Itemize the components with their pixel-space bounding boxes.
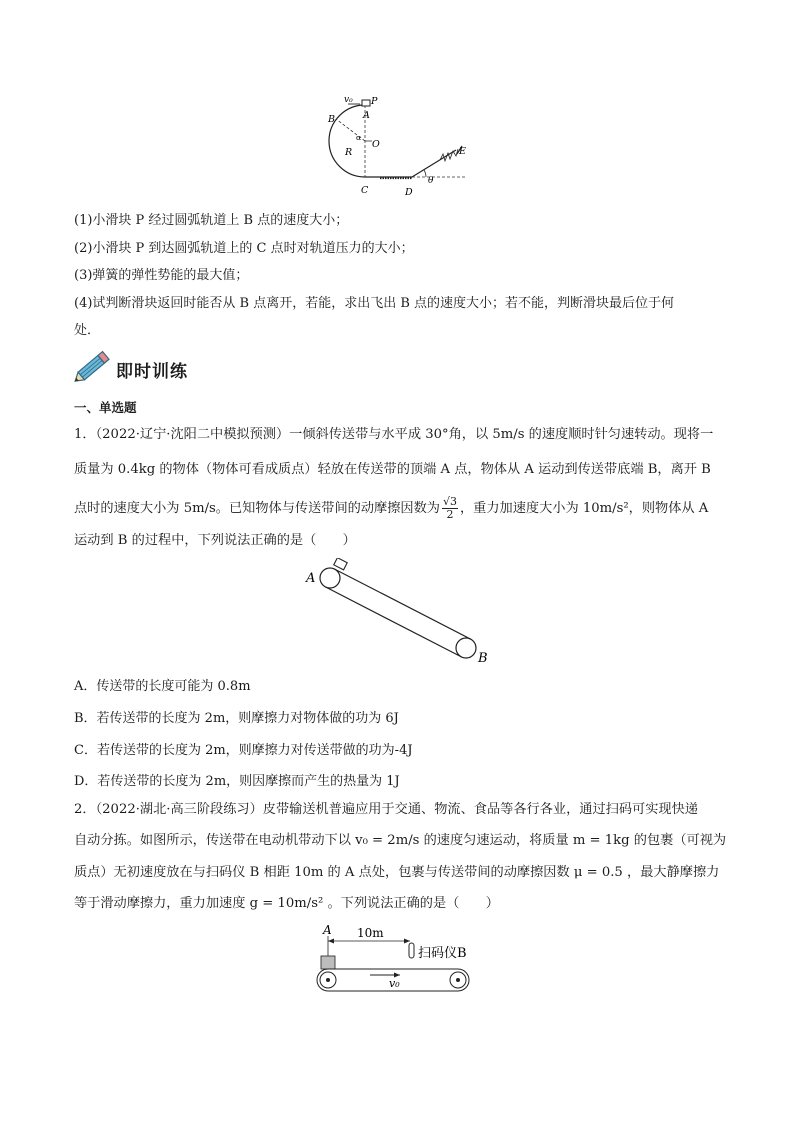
label-O: O bbox=[372, 139, 380, 150]
q2-line1: 2．（2022·湖北·高三阶段练习）皮带输送机普遍应用于交通、物流、食品等各行各业，通过扫码可实现快递 bbox=[74, 802, 698, 817]
q1-line3-b: ，重力加速度大小为 10m/s²，则物体从 A bbox=[460, 501, 709, 516]
question-2: (2)小滑块 P 到达圆弧轨道上的 C 点时对轨道压力的大小； bbox=[74, 241, 414, 256]
label-A: A bbox=[363, 110, 370, 121]
question-4-cont: 处． bbox=[74, 323, 101, 338]
q1-line4: 运动到 B 的过程中，下列说法正确的是（ ） bbox=[74, 533, 356, 548]
q1-frac-den: 2 bbox=[446, 508, 454, 521]
section-title: 一、单选题 bbox=[74, 400, 137, 415]
inclined-conveyor-figure bbox=[300, 558, 500, 666]
horizontal-conveyor-figure bbox=[312, 922, 492, 994]
training-badge bbox=[72, 348, 212, 386]
q2-line4: 等于滑动摩擦力，重力加速度 g = 10m/s² 。下列说法正确的是（ ） bbox=[74, 896, 499, 911]
q1-label-B: B bbox=[478, 651, 488, 666]
pencil-icon bbox=[72, 348, 112, 386]
q1-line2: 质量为 0.4kg 的物体（物体可看成质点）轻放在传送带的顶端 A 点，物体从 A 运动到传送带底端 B，离开 B bbox=[74, 462, 711, 477]
q2-label-v0: v₀ bbox=[389, 977, 400, 990]
label-alpha: α bbox=[356, 133, 362, 142]
label-B: B bbox=[328, 114, 335, 125]
circular-track-figure bbox=[320, 92, 480, 200]
label-P: P bbox=[371, 96, 378, 107]
question-4: (4)试判断滑块返回时能否从 B 点离开，若能，求出飞出 B 点的速度大小；若不能，判断滑块最后位于何 bbox=[74, 296, 675, 311]
q1-line3 bbox=[74, 496, 708, 521]
q1-option-b: B．若传送带的长度为 2m，则摩擦力对物体做的功为 6J bbox=[74, 711, 399, 726]
q1-option-c: C．若传送带的长度为 2m，则摩擦力对传送带做的功为-4J bbox=[74, 743, 413, 758]
q2-line2: 自动分拣。如图所示，传送带在电动机带动下以 v₀ = 2m/s 的速度匀速运动，将质量 m = 1kg 的包裹（可视为 bbox=[74, 833, 727, 848]
q2-label-scanner: 扫码仪B bbox=[418, 946, 467, 961]
q1-line3-a: 点时的速度大小为 5m/s。已知物体与传送带间的动摩擦因数为 bbox=[74, 501, 440, 516]
question-3: (3)弹簧的弹性势能的最大值； bbox=[74, 268, 249, 283]
q1-label-A: A bbox=[306, 571, 316, 586]
label-v0: v₀ bbox=[344, 95, 353, 105]
label-C: C bbox=[361, 185, 369, 196]
label-E: E bbox=[459, 146, 466, 157]
q1-option-d: D．若传送带的长度为 2m，则因摩擦而产生的热量为 1J bbox=[74, 774, 400, 789]
badge-title: 即时训练 bbox=[116, 362, 188, 382]
label-theta: θ bbox=[428, 176, 434, 186]
q2-label-distance: 10m bbox=[357, 926, 384, 940]
q1-frac-num: √3 bbox=[442, 495, 457, 508]
q2-line3: 质点）无初速度放在与扫码仪 B 相距 10m 的 A 点处，包裹与传送带间的动摩擦因数 μ = 0.5 ，最大静摩擦力 bbox=[74, 865, 720, 880]
question-1: (1)小滑块 P 经过圆弧轨道上 B 点的速度大小； bbox=[74, 213, 349, 228]
q1-option-a: A．传送带的长度可能为 0.8m bbox=[74, 679, 251, 694]
q2-label-A: A bbox=[323, 923, 332, 937]
label-D: D bbox=[405, 187, 413, 198]
label-R: R bbox=[345, 147, 353, 158]
q1-mu-fraction bbox=[442, 496, 458, 521]
q1-line1: 1．（2022·辽宁·沈阳二中模拟预测）一倾斜传送带与水平成 30°角，以 5m/s 的速度顺时针匀速转动。现将一 bbox=[74, 427, 714, 442]
